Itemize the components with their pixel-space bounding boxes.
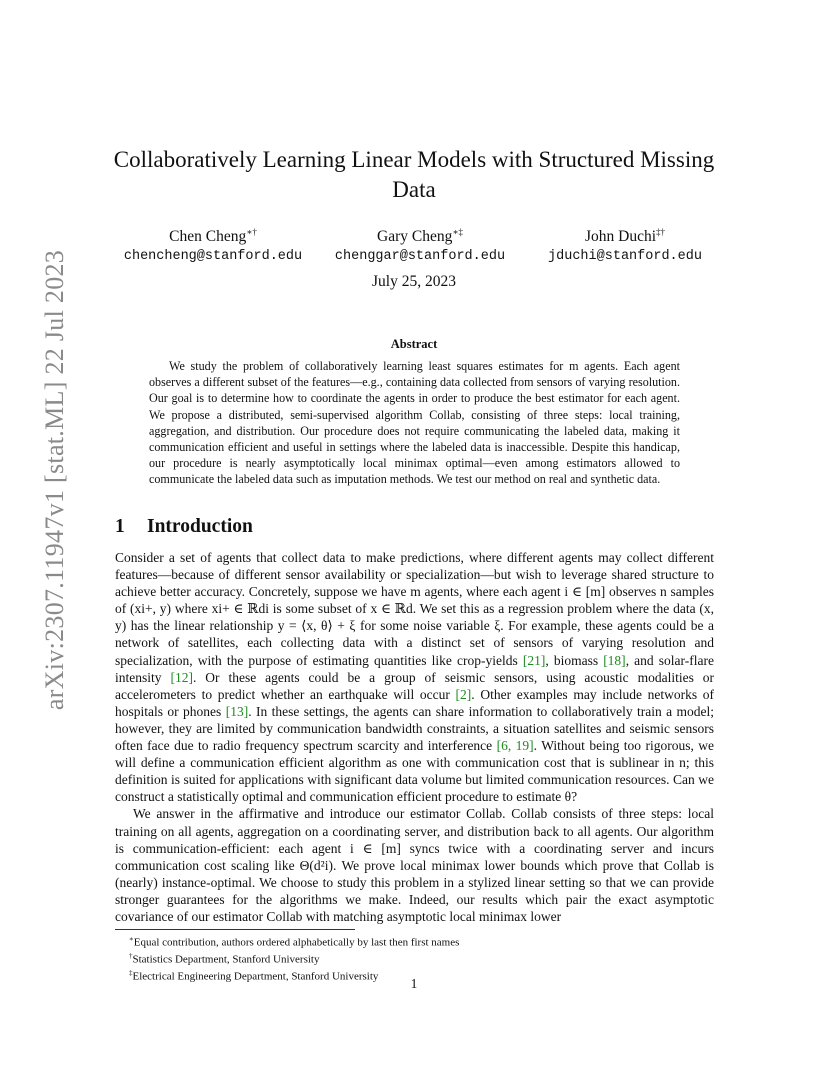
section-title: Introduction bbox=[147, 516, 253, 537]
author-email[interactable]: chenggar@stanford.edu bbox=[334, 249, 506, 265]
citation-link[interactable]: [18] bbox=[603, 652, 626, 668]
footnote bbox=[115, 933, 714, 950]
footnote bbox=[115, 950, 714, 967]
paper-title: Collaboratively Learning Linear Models with Structured Missing Data bbox=[113, 147, 715, 202]
author-marks: ‡† bbox=[656, 227, 666, 237]
abstract-text: We study the problem of collaboratively learning least squares estimates for m agents. Each agent observes a different subset of the features—e.g., containing data collected from sensors of varying resolution. Our goal is to determine how to coordinate the agents in order to produce the best estimator for each agent. We propose a distributed, semi-supervised algorithm Collab, consisting of three steps: local training, aggregation, and distribution. Our procedure does not require communicating the labeled data, making it communication efficient and useful in settings where the labeled data is inaccessible. Despite this handicap, our procedure is nearly asymptotically local minimax optimal—even among estimators allowed to communicate the labeled data such as imputation methods. We test our method on real and synthetic data. bbox=[149, 359, 680, 487]
author-email[interactable]: jduchi@stanford.edu bbox=[548, 249, 702, 265]
citation-link[interactable]: [6, 19] bbox=[496, 738, 534, 754]
text-run: . Or these agents could be a group of seismic sensors, using acoustic modalities or accelerometers to predict whether an earthquake will occur bbox=[115, 669, 715, 702]
text-run: . Without being too rigorous, we will define a communication efficient algorithm as one with communication cost that is sublinear in n; this definition is suited for applications with significant data volume but limited communication resources. Can we construct a statistically optimal and communication efficient procedure to estimate θ? bbox=[115, 738, 714, 805]
text-run: Consider a set of agents that collect data to make predictions, where different agents may collect different features—because of different sensor availability or specialization—but wish to leverage shared structure to achieve better accuracy. Concretely, suppose we have m agents, where each agent i ∈ [m] observes n samples of (xi+, y) where xi+ ∈ ℝdi is some subset of x ∈ ℝd. We set this as a regression problem where the data (x, y) has the linear relationship y = ⟨x, θ⟩ + ξ for some noise variable ξ. For example, these agents could be a network of satellites, each collecting data with a distinct set of sensors of varying resolution and specialization, with the purpose of estimating quantities like crop-yields bbox=[115, 550, 714, 668]
abstract-heading: Abstract bbox=[390, 337, 438, 351]
footnote-mark: † bbox=[129, 952, 133, 961]
footnote-text: Statistics Department, Stanford University bbox=[132, 953, 320, 966]
paragraph bbox=[115, 549, 714, 805]
author-marks: ∗‡ bbox=[452, 227, 463, 237]
footnote-mark: ∗ bbox=[129, 935, 134, 943]
author-name: Chen Cheng bbox=[169, 228, 247, 246]
text-run: . In these settings, the agents can share information to collaboratively train a model; however, they are limited by communication bandwidth constraints, a situation satellites and seismic sensors often face due to radio frequency spectrum scarcity and interference bbox=[115, 703, 714, 754]
paragraph: We answer in the affirmative and introduce our estimator Collab. Collab consists of three steps: local training on all agents, aggregation on a coordinating server, and distribution back to all agents. Our algorithm is communication-efficient: each agent i ∈ [m] syncs twice with a coordinating server and incurs communication cost scaling like Θ(d²i). We prove local minimax lower bounds which prove that Collab is (nearly) instance-optimal. We choose to study this problem in a stylized linear setting so that we can provide stronger guarantees for the algorithms we make. Indeed, our results which pair the exact asymptotic covariance of our estimator Collab with matching asymptotic local minimax lower bbox=[115, 806, 714, 924]
body-text bbox=[115, 549, 714, 925]
citation-link[interactable]: [2] bbox=[455, 686, 472, 702]
author-1 bbox=[103, 222, 323, 267]
arxiv-stamp-text: arXiv:2307.11947v1 [stat.ML] 22 Jul 2023 bbox=[40, 249, 69, 711]
citation-link[interactable]: [13] bbox=[225, 703, 249, 719]
page-number: 1 bbox=[410, 976, 418, 991]
citation-link[interactable]: [12] bbox=[170, 669, 193, 685]
paper-date: July 25, 2023 bbox=[372, 273, 456, 290]
footnote-mark: ‡ bbox=[129, 969, 133, 978]
author-2 bbox=[310, 222, 530, 267]
footnote-divider bbox=[115, 929, 355, 930]
author-email[interactable]: chencheng@stanford.edu bbox=[123, 249, 303, 265]
section-number: 1 bbox=[115, 516, 125, 537]
author-marks: ∗† bbox=[246, 227, 257, 237]
section-heading bbox=[115, 516, 253, 538]
text-run: . Other examples may include networks of hospitals or phones bbox=[115, 686, 715, 719]
footnote-text: Electrical Engineering Department, Stanford University bbox=[132, 970, 379, 983]
footnote-text: Equal contribution, authors ordered alphabetically by last then first names bbox=[133, 936, 460, 949]
citation-link[interactable]: [21] bbox=[522, 652, 546, 668]
text-run: , and solar-flare intensity bbox=[115, 652, 714, 685]
author-name: Gary Cheng bbox=[377, 228, 453, 246]
text-run: , biomass bbox=[545, 652, 604, 668]
author-name: John Duchi bbox=[584, 228, 657, 246]
author-3 bbox=[515, 222, 735, 267]
